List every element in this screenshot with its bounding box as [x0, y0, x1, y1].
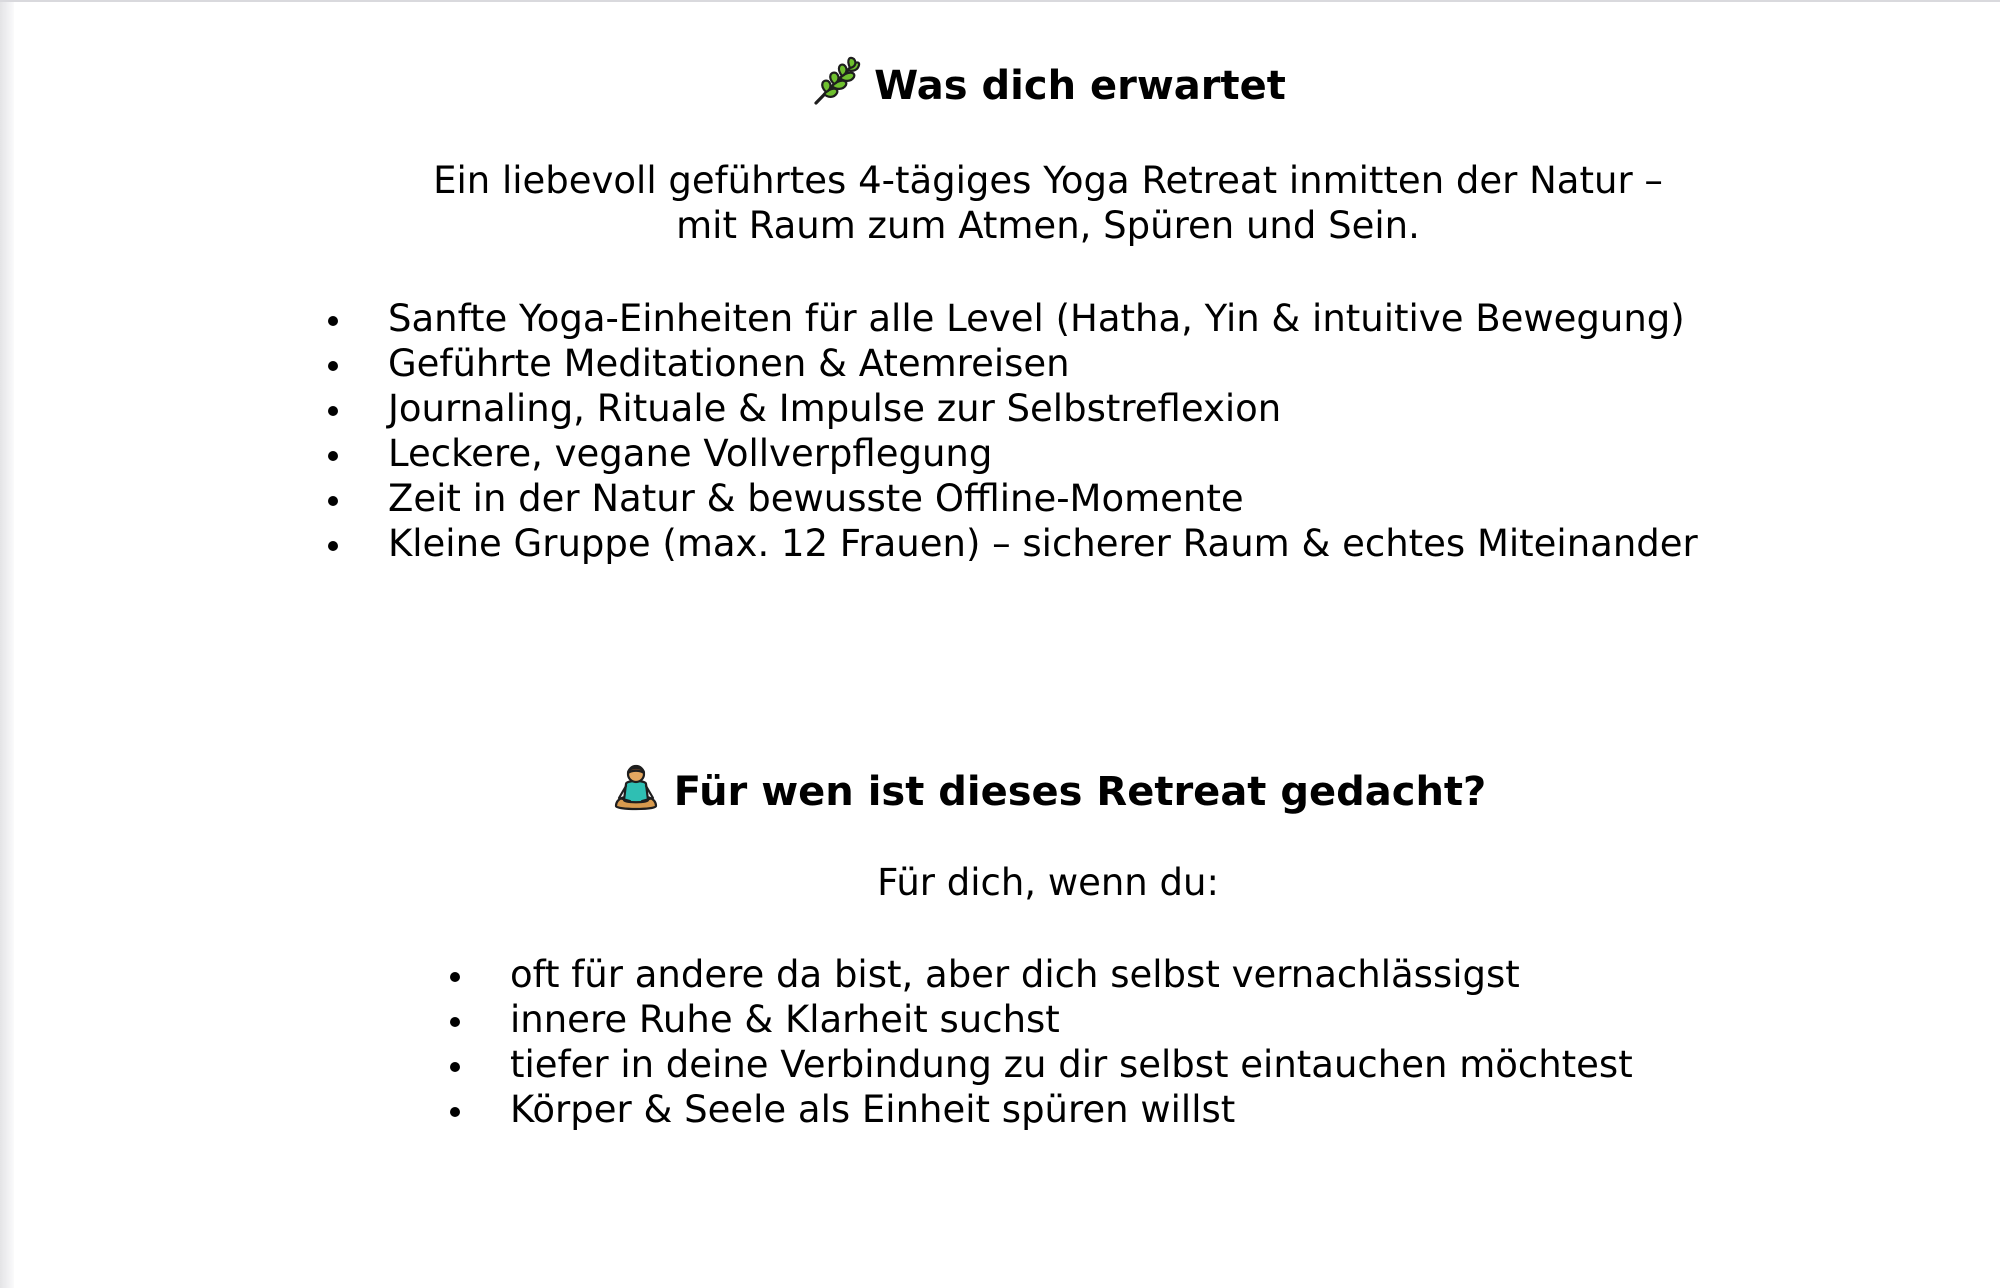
- page-left-edge: [0, 0, 14, 1288]
- bullet-icon: [328, 541, 338, 551]
- section-title: Was dich erwartet: [874, 62, 1286, 109]
- intro-line: mit Raum zum Atmen, Spüren und Sein.: [676, 204, 1420, 247]
- section-title: Für wen ist dieses Retreat gedacht?: [673, 768, 1487, 815]
- list-item: Körper & Seele als Einheit spüren willst: [510, 1087, 1633, 1132]
- bullet-icon: [328, 316, 338, 326]
- list-item: innere Ruhe & Klarheit suchst: [510, 997, 1633, 1042]
- bullet-icon: [450, 1062, 460, 1072]
- bullet-icon: [328, 496, 338, 506]
- bullet-icon: [328, 361, 338, 371]
- bullet-list-audience: [510, 952, 1633, 1132]
- leaf-icon: [810, 56, 862, 115]
- intro-line: Für dich, wenn du:: [877, 861, 1219, 904]
- bullet-icon: [450, 972, 460, 982]
- intro-line: Ein liebevoll geführtes 4-tägiges Yoga Retreat inmitten der Natur –: [433, 159, 1663, 202]
- list-item: Sanfte Yoga-Einheiten für alle Level (Hatha, Yin & intuitive Bewegung): [388, 296, 1698, 341]
- list-item: Geführte Meditationen & Atemreisen: [388, 341, 1698, 386]
- list-item: Leckere, vegane Vollverpflegung: [388, 431, 1698, 476]
- list-item: oft für andere da bist, aber dich selbst vernachlässigst: [510, 952, 1633, 997]
- list-item: Journaling, Rituale & Impulse zur Selbstreflexion: [388, 386, 1698, 431]
- bullet-icon: [328, 451, 338, 461]
- section-heading-fuer-wen: [48, 762, 2000, 821]
- bullet-icon: [450, 1107, 460, 1117]
- section-heading-was-dich-erwartet: [48, 56, 2000, 115]
- section-intro: [48, 860, 2000, 905]
- meditating-person-icon: [610, 762, 662, 821]
- list-item: Zeit in der Natur & bewusste Offline-Momente: [388, 476, 1698, 521]
- bullet-icon: [328, 406, 338, 416]
- list-item: Kleine Gruppe (max. 12 Frauen) – sicherer Raum & echtes Miteinander: [388, 521, 1698, 566]
- bullet-list-offerings: [388, 296, 1698, 566]
- section-intro: [48, 158, 2000, 248]
- list-item: tiefer in deine Verbindung zu dir selbst eintauchen möchtest: [510, 1042, 1633, 1087]
- page-top-border: [0, 0, 2000, 2]
- bullet-icon: [450, 1017, 460, 1027]
